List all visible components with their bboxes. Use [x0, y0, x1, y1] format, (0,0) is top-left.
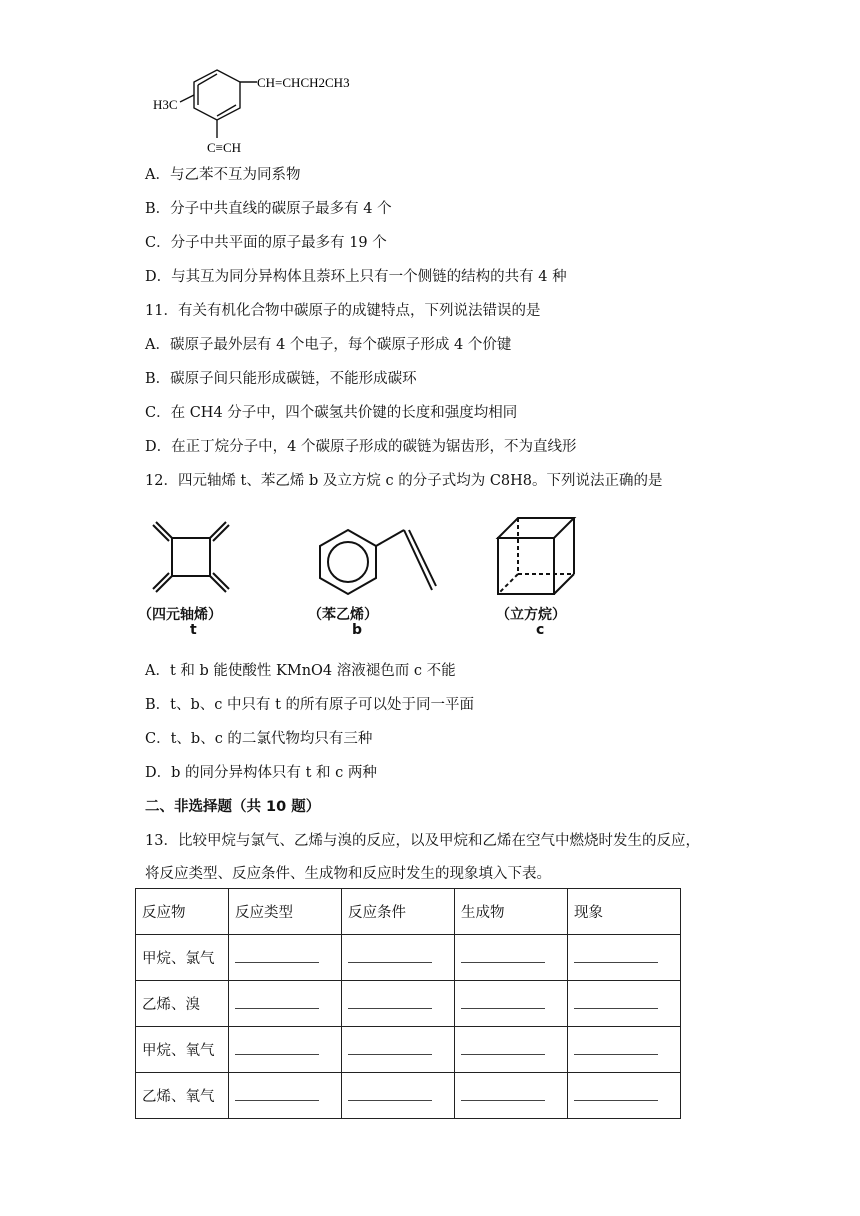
structure-c-letter: c [536, 622, 545, 638]
table-header-row [136, 889, 681, 935]
bottom-group-label: C≡CH [207, 140, 242, 155]
answer-blank[interactable] [461, 1086, 545, 1101]
table-row [136, 1027, 681, 1073]
answer-blank[interactable] [235, 1040, 319, 1055]
q12-option-b: B．t、b、c 中只有 t 的所有原子可以处于同一平面 [145, 697, 475, 713]
answer-blank[interactable] [348, 1040, 432, 1055]
left-group-label: H3C [153, 97, 178, 112]
table-row [136, 1073, 681, 1119]
q11-option-c: C．在 CH4 分子中，四个碳氢共价键的长度和强度均相同 [145, 405, 518, 421]
answer-blank[interactable] [235, 1086, 319, 1101]
row-label: 甲烷、氧气 [136, 1027, 229, 1073]
table-row [136, 935, 681, 981]
q11-stem: 11．有关有机化合物中碳原子的成键特点，下列说法错误的是 [145, 303, 541, 319]
q11-option-d: D．在正丁烷分子中，4 个碳原子形成的碳链为锯齿形，不为直线形 [145, 439, 577, 455]
answer-blank[interactable] [235, 994, 319, 1009]
structure-t-name: （四元轴烯） [138, 607, 222, 623]
structure-b-letter: b [352, 622, 363, 638]
q11-option-b: B．碳原子间只能形成碳链，不能形成碳环 [145, 371, 417, 387]
q12-option-d: D．b 的同分异构体只有 t 和 c 两种 [145, 765, 377, 781]
q12-option-c: C．t、b、c 的二氯代物均只有三种 [145, 731, 373, 747]
q11-option-a: A．碳原子最外层有 4 个电子，每个碳原子形成 4 个价键 [145, 337, 512, 353]
q13-stem-line1: 13．比较甲烷与氯气、乙烯与溴的反应，以及甲烷和乙烯在空气中燃烧时发生的反应， [145, 833, 700, 849]
answer-blank[interactable] [461, 948, 545, 963]
header-cell: 生成物 [455, 889, 568, 935]
structure-b-name: （苯乙烯） [308, 607, 378, 623]
table-row [136, 981, 681, 1027]
right-group-label: CH=CHCH2CH3 [257, 75, 350, 90]
structure-c-name: （立方烷） [496, 607, 566, 623]
header-cell: 现象 [568, 889, 681, 935]
molecule-structure-top [145, 60, 385, 160]
header-cell: 反应类型 [229, 889, 342, 935]
answer-blank[interactable] [348, 1086, 432, 1101]
q10-option-c: C．分子中共平面的原子最多有 19 个 [145, 235, 387, 251]
row-label: 乙烯、氧气 [136, 1073, 229, 1119]
q10-option-d: D．与其互为同分异构体且萘环上只有一个侧链的结构的共有 4 种 [145, 269, 567, 285]
q12-option-a: A．t 和 b 能使酸性 KMnO4 溶液褪色而 c 不能 [145, 663, 456, 679]
answer-blank[interactable] [348, 994, 432, 1009]
answer-blank[interactable] [461, 1040, 545, 1055]
answer-table [135, 888, 681, 1119]
answer-blank[interactable] [574, 948, 658, 963]
row-label: 甲烷、氯气 [136, 935, 229, 981]
q10-option-a: A．与乙苯不互为同系物 [145, 167, 301, 183]
answer-blank[interactable] [235, 948, 319, 963]
answer-blank[interactable] [574, 1086, 658, 1101]
structure-t-letter: t [190, 622, 197, 638]
q12-stem: 12．四元轴烯 t、苯乙烯 b 及立方烷 c 的分子式均为 C8H8。下列说法正确的是 [145, 473, 663, 489]
answer-blank[interactable] [574, 994, 658, 1009]
answer-blank[interactable] [574, 1040, 658, 1055]
header-cell: 反应物 [136, 889, 229, 935]
row-label: 乙烯、溴 [136, 981, 229, 1027]
header-cell: 反应条件 [342, 889, 455, 935]
q12-structures [140, 510, 600, 645]
q13-stem-line2: 将反应类型、反应条件、生成物和反应时发生的现象填入下表。 [145, 866, 551, 882]
section-heading: 二、非选择题（共 10 题） [145, 799, 321, 815]
q10-option-b: B．分子中共直线的碳原子最多有 4 个 [145, 201, 392, 217]
answer-blank[interactable] [461, 994, 545, 1009]
answer-blank[interactable] [348, 948, 432, 963]
